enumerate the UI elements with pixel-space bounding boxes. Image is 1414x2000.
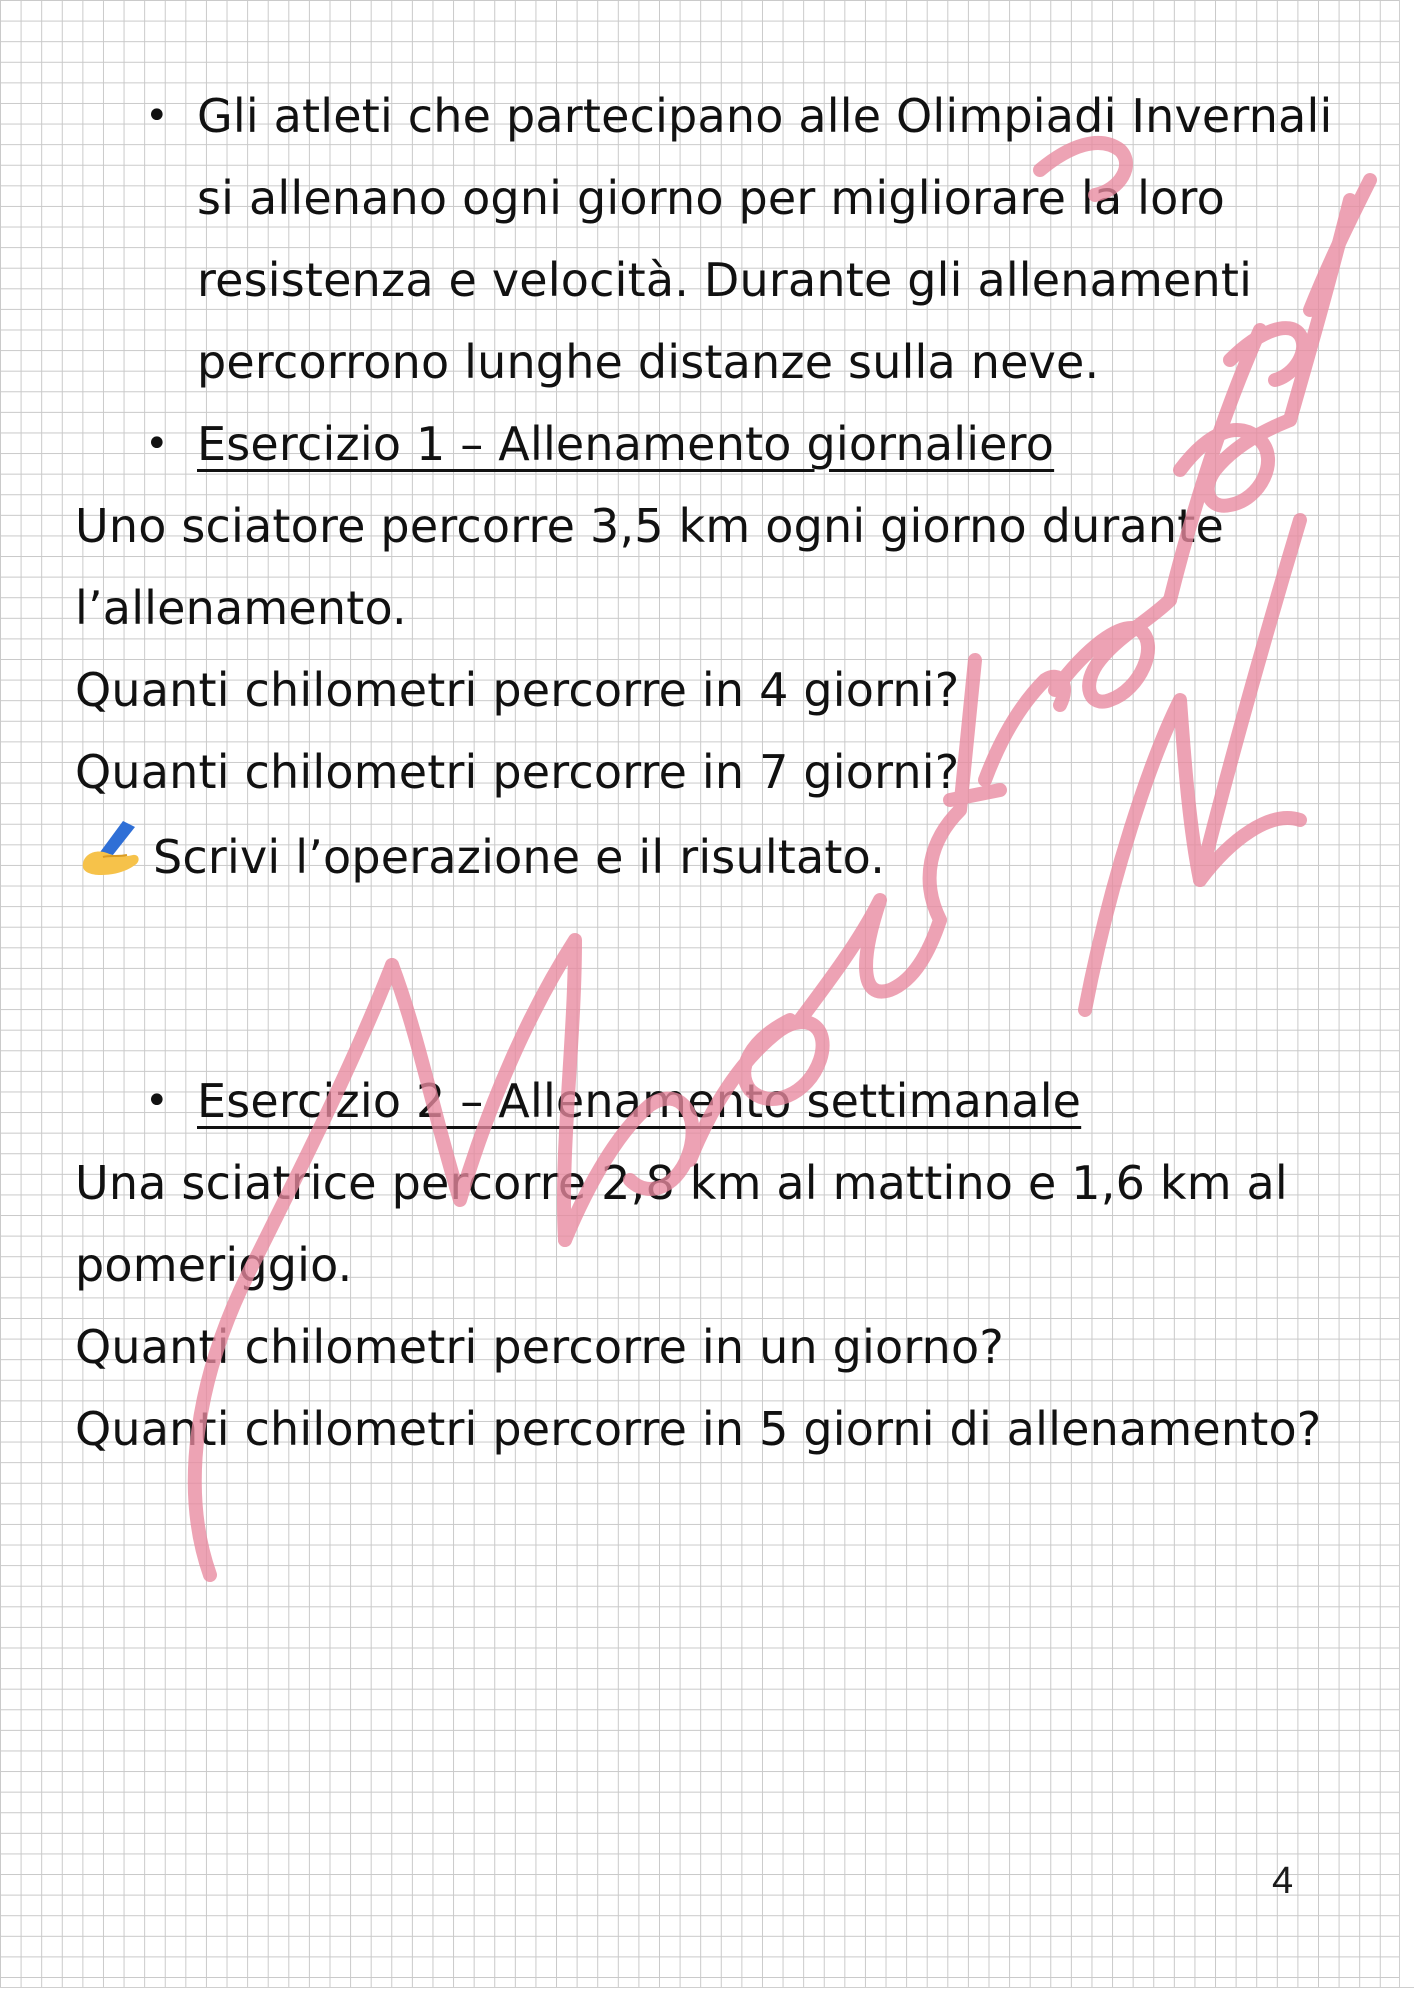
- bullet-icon: •: [145, 1078, 169, 1124]
- page-bottom-margin: [0, 1987, 1414, 2000]
- exercise1-line-4: Quanti chilometri percorre in 7 giorni?: [75, 745, 960, 799]
- exercise2-title: Esercizio 2 – Allenamento settimanale: [197, 1074, 1082, 1128]
- exercise1-instruction: Scrivi l’operazione e il risultato.: [153, 830, 886, 884]
- exercise1-line-3: Quanti chilometri percorre in 4 giorni?: [75, 663, 960, 717]
- bullet-icon: •: [145, 93, 169, 139]
- page-number: 4: [1272, 1860, 1294, 1902]
- exercise2-line-3: Quanti chilometri percorre in un giorno?: [75, 1320, 1004, 1374]
- exercise1-line-1: Uno sciatore percorre 3,5 km ogni giorno durante: [75, 499, 1225, 553]
- exercise1-title: Esercizio 1 – Allenamento giornaliero: [197, 417, 1055, 471]
- exercise2-line-1: Una sciatrice percorre 2,8 km al mattino e 1,6 km al: [75, 1156, 1288, 1210]
- exercise2-line-4: Quanti chilometri percorre in 5 giorni di allenamento?: [75, 1402, 1322, 1456]
- intro-line-4: percorrono lunghe distanze sulla neve.: [197, 335, 1100, 389]
- exercise1-heading: [145, 403, 1054, 485]
- page-right-margin: [1399, 0, 1414, 2000]
- intro-line-2: si allenano ogni giorno per migliorare la loro: [197, 171, 1225, 225]
- writing-hand-icon: [75, 813, 145, 883]
- intro-line-1: Gli atleti che partecipano alle Olimpiadi Invernali: [197, 89, 1333, 143]
- intro-bullet-line-1: [145, 75, 1332, 157]
- exercise2-line-2: pomeriggio.: [75, 1238, 353, 1292]
- exercise2-heading: [145, 1060, 1081, 1142]
- intro-line-3: resistenza e velocità. Durante gli allenamenti: [197, 253, 1253, 307]
- bullet-icon: •: [145, 421, 169, 467]
- exercise1-line-2: l’allenamento.: [75, 581, 407, 635]
- exercise1-instruction-row: [75, 813, 885, 898]
